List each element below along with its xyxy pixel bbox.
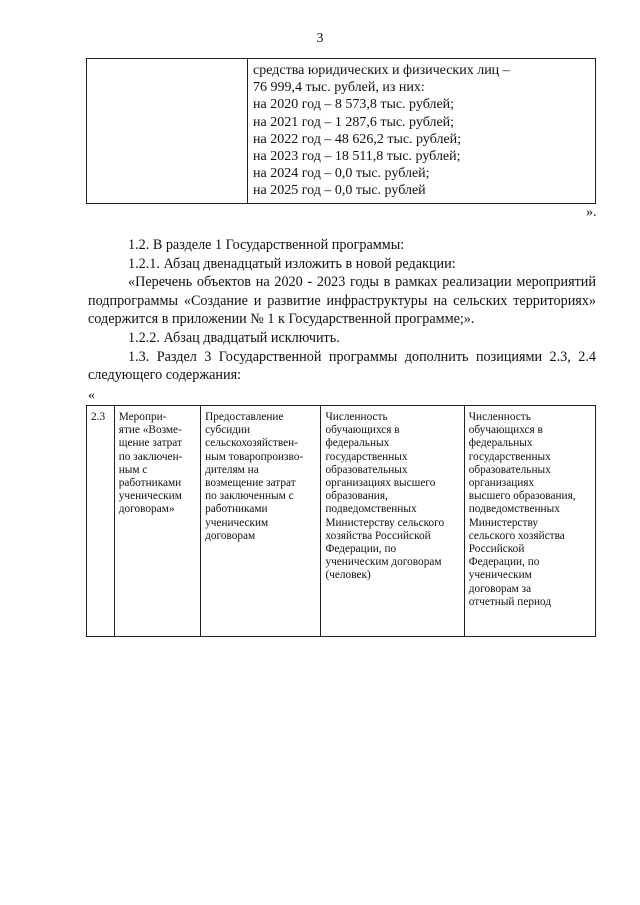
cell-line: договорам за [468,582,532,595]
cell-line: Численность [468,411,531,423]
cell-line: ученическим [205,516,269,529]
funding-table-right-cell [248,59,596,204]
cell-line: отчетный период [468,595,552,608]
cell-line: сельского хозяйства [468,529,565,542]
indicator-cell [321,406,464,637]
funding-table-left-cell [87,59,248,204]
paragraph-1-3: 1.3. Раздел 3 Государственной программы дополнить позициями 2.3, 2.4 следующего содержания: [88,348,596,384]
cell-line: подведомственных [325,503,417,516]
funding-line: на 2020 год – 8 573,8 тыс. рублей; [253,97,455,113]
cell-line: (человек) [325,569,371,582]
funding-line: 76 999,4 тыс. рублей, из них: [253,80,425,96]
cell-line: федеральных [468,437,533,450]
cell-line: договорам» [118,503,175,516]
cell-line: субсидии [205,424,251,437]
funding-table [86,58,596,204]
cell-line: высшего образования, [468,490,576,503]
paragraph-1-2-2: 1.2.2. Абзац двадцатый исключить. [128,329,340,346]
page-number: 3 [316,31,324,46]
funding-line: на 2024 год – 0,0 тыс. рублей; [253,166,430,182]
opening-quote: « [88,388,95,403]
cell-line: ученическим [468,569,532,582]
funding-line: на 2023 год – 18 511,8 тыс. рублей; [253,149,461,165]
cell-line: возмещение затрат [205,477,296,490]
cell-line: образовательных [468,463,551,476]
paragraph-quote: «Перечень объектов на 2020 - 2023 годы в рамках реализации мероприятий подпрограммы «Создание и развитие инфраструктуры на сельских территориях» содержится в приложении № 1 к Государственной программе;». [88,274,596,328]
measure-cell [201,406,321,637]
cell-line: дителям на [205,463,259,476]
cell-line: по заключенным с [205,490,294,503]
funding-line: средства юридических и физических лиц – [253,63,510,78]
cell-line: ученическим договорам [325,556,442,569]
cell-line: государственных [325,450,408,463]
cell-line: Министерству сельского [325,516,445,529]
cell-line: обучающихся в [468,424,543,437]
cell-line: федеральных [325,437,390,450]
cell-line: щение затрат [118,437,182,450]
cell-line: работниками [205,503,268,516]
cell-line: Меропри- [118,411,167,423]
cell-line: хозяйства Российской [325,529,431,542]
cell-line: работниками [118,477,182,490]
closing-quote: ». [586,205,597,220]
indicator-table [86,405,596,637]
cell-line: сельскохозяйствен- [205,437,298,450]
amendment-text [88,236,596,385]
cell-line: Министерству [468,516,539,529]
cell-line: ученическим [118,490,182,503]
row-number-cell: 2.3 [87,406,115,637]
cell-line: обучающихся в [325,424,400,437]
paragraph-1-2: 1.2. В разделе 1 Государственной программы: [128,237,405,253]
cell-line: Федерации, по [325,543,397,556]
cell-line: подведомственных [468,503,560,516]
cell-line: договорам [205,529,256,542]
funding-line: на 2021 год – 1 287,6 тыс. рублей; [253,114,455,130]
cell-line: ным с [118,463,148,476]
funding-line: на 2022 год – 48 626,2 тыс. рублей; [253,131,462,147]
table-row [87,406,596,637]
cell-line: образовательных [325,463,408,476]
cell-line: Российской [468,543,525,556]
cell-line: государственных [468,450,551,463]
cell-line: Федерации, по [468,556,540,569]
cell-line: по заключен- [118,450,183,463]
cell-line: организациях высшего [325,477,436,490]
funding-line: на 2025 год – 0,0 тыс. рублей [253,183,426,199]
cell-line: образования, [325,490,388,503]
event-name-cell [114,406,200,637]
cell-line: Численность [325,411,388,423]
result-indicator-cell [464,406,595,637]
cell-line: ятие «Возме- [118,424,182,437]
paragraph-1-2-1: 1.2.1. Абзац двенадцатый изложить в новой редакции: [128,255,456,272]
cell-line: Предоставление [205,411,284,423]
cell-line: ным товаропроизво- [205,450,304,463]
cell-line: организациях [468,477,535,490]
